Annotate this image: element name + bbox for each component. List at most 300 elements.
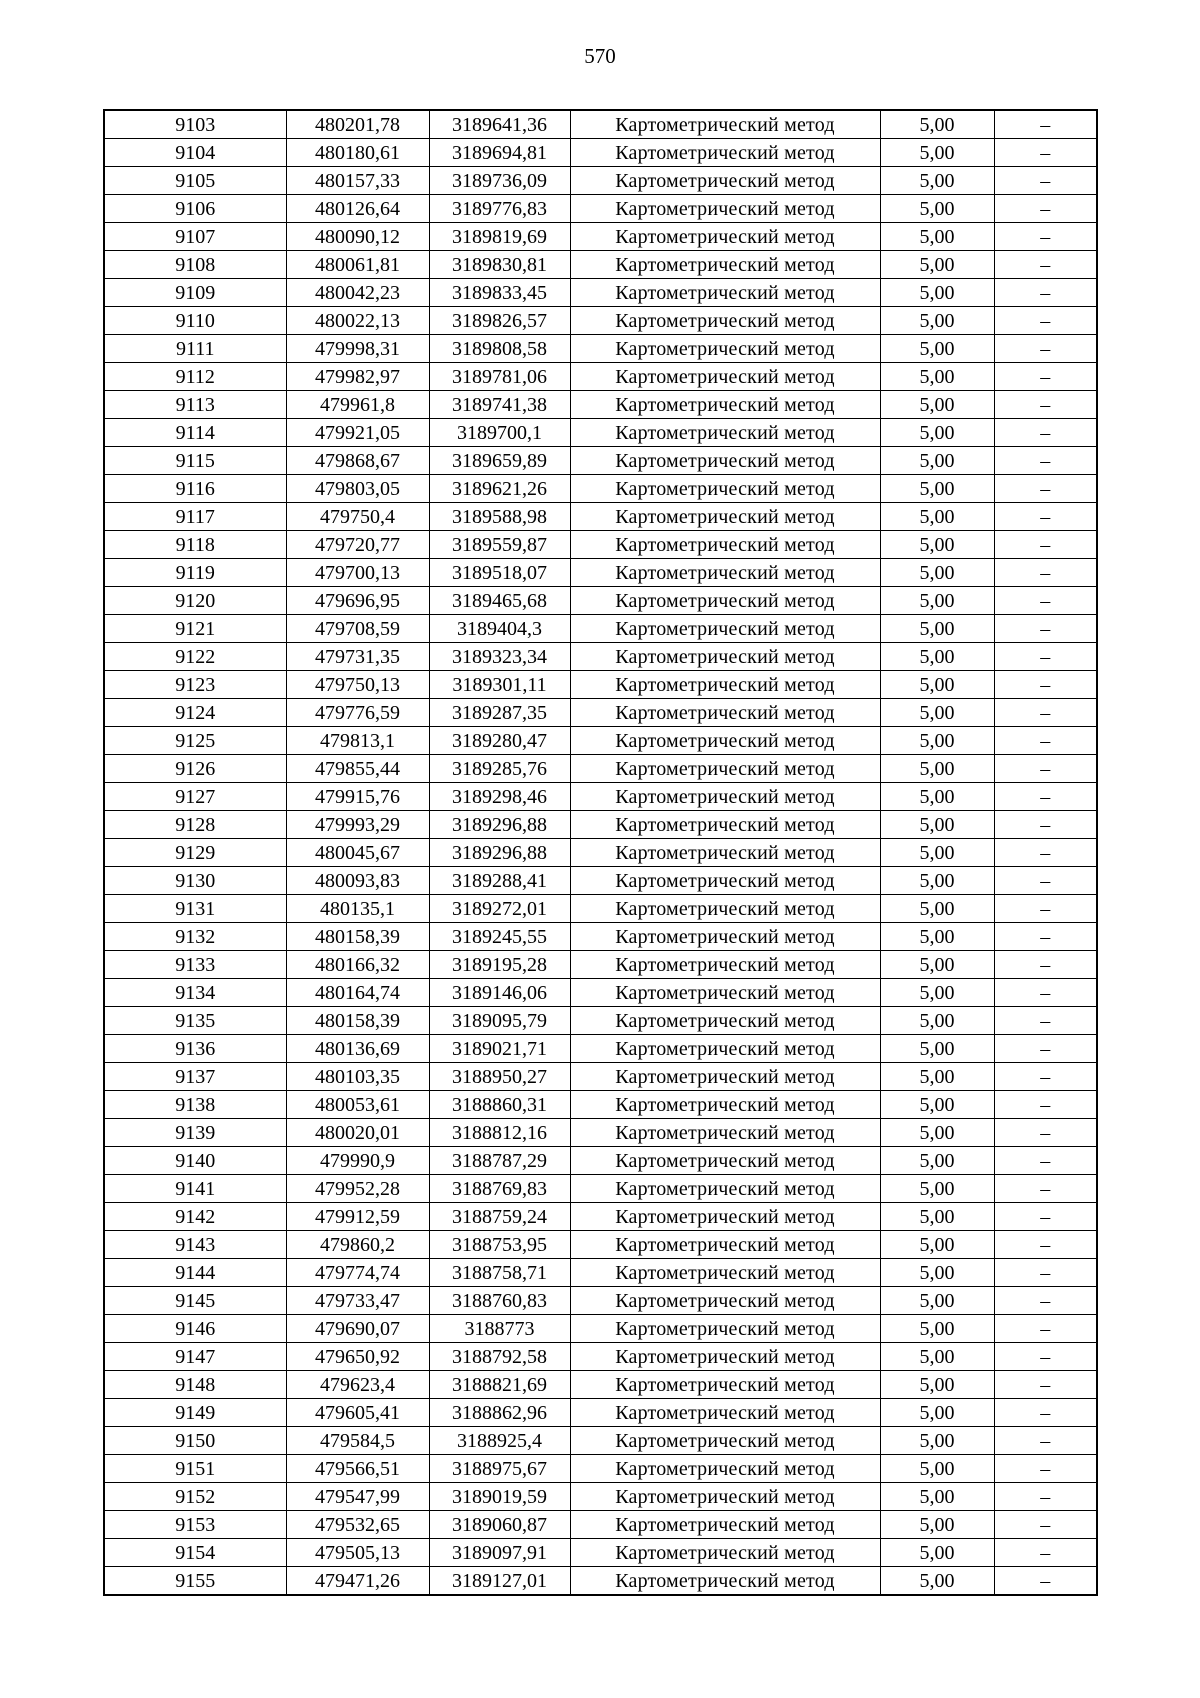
precision-cell: 5,00	[880, 223, 994, 251]
table-row	[104, 110, 1097, 139]
precision-cell: 5,00	[880, 1091, 994, 1119]
y-coordinate-cell: 3189700,1	[429, 419, 570, 447]
precision-cell: 5,00	[880, 895, 994, 923]
y-coordinate-cell: 3189659,89	[429, 447, 570, 475]
point-number-cell: 9127	[104, 783, 286, 811]
x-coordinate-cell: 480042,23	[286, 279, 429, 307]
description-cell: –	[994, 1455, 1097, 1483]
x-coordinate-cell: 479855,44	[286, 755, 429, 783]
description-cell: –	[994, 1259, 1097, 1287]
table-row	[104, 139, 1097, 167]
y-coordinate-cell: 3189296,88	[429, 839, 570, 867]
precision-cell: 5,00	[880, 447, 994, 475]
point-number-cell: 9150	[104, 1427, 286, 1455]
description-cell: –	[994, 1511, 1097, 1539]
description-cell: –	[994, 1035, 1097, 1063]
y-coordinate-cell: 3188773	[429, 1315, 570, 1343]
description-cell: –	[994, 279, 1097, 307]
description-cell: –	[994, 951, 1097, 979]
method-cell: Картометрический метод	[570, 251, 880, 279]
precision-cell: 5,00	[880, 615, 994, 643]
precision-cell: 5,00	[880, 391, 994, 419]
precision-cell: 5,00	[880, 363, 994, 391]
x-coordinate-cell: 479915,76	[286, 783, 429, 811]
y-coordinate-cell: 3189736,09	[429, 167, 570, 195]
point-number-cell: 9146	[104, 1315, 286, 1343]
y-coordinate-cell: 3189296,88	[429, 811, 570, 839]
method-cell: Картометрический метод	[570, 783, 880, 811]
point-number-cell: 9141	[104, 1175, 286, 1203]
precision-cell: 5,00	[880, 110, 994, 139]
precision-cell: 5,00	[880, 195, 994, 223]
x-coordinate-cell: 480053,61	[286, 1091, 429, 1119]
x-coordinate-cell: 480061,81	[286, 251, 429, 279]
table-row	[104, 531, 1097, 559]
method-cell: Картометрический метод	[570, 1511, 880, 1539]
precision-cell: 5,00	[880, 307, 994, 335]
description-cell: –	[994, 1147, 1097, 1175]
precision-cell: 5,00	[880, 1035, 994, 1063]
x-coordinate-cell: 479776,59	[286, 699, 429, 727]
y-coordinate-cell: 3189830,81	[429, 251, 570, 279]
method-cell: Картометрический метод	[570, 559, 880, 587]
description-cell: –	[994, 1343, 1097, 1371]
y-coordinate-cell: 3188925,4	[429, 1427, 570, 1455]
table-row	[104, 643, 1097, 671]
x-coordinate-cell: 479982,97	[286, 363, 429, 391]
table-row	[104, 391, 1097, 419]
description-cell: –	[994, 307, 1097, 335]
description-cell: –	[994, 195, 1097, 223]
precision-cell: 5,00	[880, 1539, 994, 1567]
method-cell: Картометрический метод	[570, 447, 880, 475]
y-coordinate-cell: 3189323,34	[429, 643, 570, 671]
precision-cell: 5,00	[880, 1147, 994, 1175]
table-row	[104, 1343, 1097, 1371]
x-coordinate-cell: 480135,1	[286, 895, 429, 923]
table-row	[104, 895, 1097, 923]
precision-cell: 5,00	[880, 1119, 994, 1147]
x-coordinate-cell: 479623,4	[286, 1371, 429, 1399]
y-coordinate-cell: 3189245,55	[429, 923, 570, 951]
point-number-cell: 9106	[104, 195, 286, 223]
table-row	[104, 923, 1097, 951]
point-number-cell: 9142	[104, 1203, 286, 1231]
description-cell: –	[994, 643, 1097, 671]
x-coordinate-cell: 480157,33	[286, 167, 429, 195]
method-cell: Картометрический метод	[570, 223, 880, 251]
table-row	[104, 475, 1097, 503]
y-coordinate-cell: 3189097,91	[429, 1539, 570, 1567]
method-cell: Картометрический метод	[570, 1091, 880, 1119]
point-number-cell: 9109	[104, 279, 286, 307]
y-coordinate-cell: 3189298,46	[429, 783, 570, 811]
point-number-cell: 9144	[104, 1259, 286, 1287]
table-row	[104, 615, 1097, 643]
table-row	[104, 1259, 1097, 1287]
precision-cell: 5,00	[880, 335, 994, 363]
x-coordinate-cell: 479803,05	[286, 475, 429, 503]
y-coordinate-cell: 3189694,81	[429, 139, 570, 167]
description-cell: –	[994, 110, 1097, 139]
point-number-cell: 9137	[104, 1063, 286, 1091]
precision-cell: 5,00	[880, 1343, 994, 1371]
table-row	[104, 867, 1097, 895]
method-cell: Картометрический метод	[570, 475, 880, 503]
description-cell: –	[994, 251, 1097, 279]
y-coordinate-cell: 3189465,68	[429, 587, 570, 615]
method-cell: Картометрический метод	[570, 1371, 880, 1399]
method-cell: Картометрический метод	[570, 279, 880, 307]
description-cell: –	[994, 1175, 1097, 1203]
description-cell: –	[994, 811, 1097, 839]
y-coordinate-cell: 3189272,01	[429, 895, 570, 923]
table-row	[104, 1399, 1097, 1427]
point-number-cell: 9108	[104, 251, 286, 279]
table-row	[104, 335, 1097, 363]
table-row	[104, 1483, 1097, 1511]
table-row	[104, 1287, 1097, 1315]
x-coordinate-cell: 479566,51	[286, 1455, 429, 1483]
table-row	[104, 1007, 1097, 1035]
precision-cell: 5,00	[880, 671, 994, 699]
y-coordinate-cell: 3189621,26	[429, 475, 570, 503]
description-cell: –	[994, 1231, 1097, 1259]
x-coordinate-cell: 480180,61	[286, 139, 429, 167]
table-row	[104, 419, 1097, 447]
y-coordinate-cell: 3189195,28	[429, 951, 570, 979]
x-coordinate-cell: 479912,59	[286, 1203, 429, 1231]
table-row	[104, 1455, 1097, 1483]
table-row	[104, 1371, 1097, 1399]
method-cell: Картометрический метод	[570, 1399, 880, 1427]
method-cell: Картометрический метод	[570, 110, 880, 139]
precision-cell: 5,00	[880, 643, 994, 671]
method-cell: Картометрический метод	[570, 503, 880, 531]
point-number-cell: 9139	[104, 1119, 286, 1147]
y-coordinate-cell: 3188758,71	[429, 1259, 570, 1287]
y-coordinate-cell: 3189833,45	[429, 279, 570, 307]
table-row	[104, 587, 1097, 615]
point-number-cell: 9123	[104, 671, 286, 699]
precision-cell: 5,00	[880, 1175, 994, 1203]
point-number-cell: 9124	[104, 699, 286, 727]
precision-cell: 5,00	[880, 1567, 994, 1596]
precision-cell: 5,00	[880, 1483, 994, 1511]
precision-cell: 5,00	[880, 1399, 994, 1427]
table-row	[104, 307, 1097, 335]
y-coordinate-cell: 3188787,29	[429, 1147, 570, 1175]
method-cell: Картометрический метод	[570, 1343, 880, 1371]
method-cell: Картометрический метод	[570, 1063, 880, 1091]
point-number-cell: 9155	[104, 1567, 286, 1596]
x-coordinate-cell: 479605,41	[286, 1399, 429, 1427]
method-cell: Картометрический метод	[570, 1175, 880, 1203]
method-cell: Картометрический метод	[570, 1539, 880, 1567]
point-number-cell: 9132	[104, 923, 286, 951]
description-cell: –	[994, 895, 1097, 923]
x-coordinate-cell: 480090,12	[286, 223, 429, 251]
method-cell: Картометрический метод	[570, 1035, 880, 1063]
point-number-cell: 9122	[104, 643, 286, 671]
method-cell: Картометрический метод	[570, 1259, 880, 1287]
point-number-cell: 9149	[104, 1399, 286, 1427]
y-coordinate-cell: 3189287,35	[429, 699, 570, 727]
point-number-cell: 9110	[104, 307, 286, 335]
precision-cell: 5,00	[880, 1203, 994, 1231]
description-cell: –	[994, 755, 1097, 783]
description-cell: –	[994, 699, 1097, 727]
description-cell: –	[994, 391, 1097, 419]
table-row	[104, 979, 1097, 1007]
table-row	[104, 1175, 1097, 1203]
precision-cell: 5,00	[880, 1259, 994, 1287]
precision-cell: 5,00	[880, 811, 994, 839]
table-row	[104, 951, 1097, 979]
x-coordinate-cell: 480022,13	[286, 307, 429, 335]
point-number-cell: 9140	[104, 1147, 286, 1175]
point-number-cell: 9154	[104, 1539, 286, 1567]
y-coordinate-cell: 3189301,11	[429, 671, 570, 699]
point-number-cell: 9114	[104, 419, 286, 447]
precision-cell: 5,00	[880, 923, 994, 951]
x-coordinate-cell: 479813,1	[286, 727, 429, 755]
y-coordinate-cell: 3189776,83	[429, 195, 570, 223]
precision-cell: 5,00	[880, 139, 994, 167]
x-coordinate-cell: 479690,07	[286, 1315, 429, 1343]
y-coordinate-cell: 3188792,58	[429, 1343, 570, 1371]
point-number-cell: 9111	[104, 335, 286, 363]
precision-cell: 5,00	[880, 699, 994, 727]
x-coordinate-cell: 479733,47	[286, 1287, 429, 1315]
x-coordinate-cell: 480103,35	[286, 1063, 429, 1091]
description-cell: –	[994, 1315, 1097, 1343]
table-row	[104, 839, 1097, 867]
description-cell: –	[994, 139, 1097, 167]
x-coordinate-cell: 479750,4	[286, 503, 429, 531]
method-cell: Картометрический метод	[570, 1231, 880, 1259]
precision-cell: 5,00	[880, 559, 994, 587]
point-number-cell: 9115	[104, 447, 286, 475]
y-coordinate-cell: 3189588,98	[429, 503, 570, 531]
y-coordinate-cell: 3189808,58	[429, 335, 570, 363]
table-row	[104, 1539, 1097, 1567]
point-number-cell: 9134	[104, 979, 286, 1007]
x-coordinate-cell: 479990,9	[286, 1147, 429, 1175]
point-number-cell: 9148	[104, 1371, 286, 1399]
point-number-cell: 9117	[104, 503, 286, 531]
point-number-cell: 9153	[104, 1511, 286, 1539]
method-cell: Картометрический метод	[570, 615, 880, 643]
table-row	[104, 559, 1097, 587]
x-coordinate-cell: 479921,05	[286, 419, 429, 447]
y-coordinate-cell: 3188769,83	[429, 1175, 570, 1203]
x-coordinate-cell: 479868,67	[286, 447, 429, 475]
table-row	[104, 279, 1097, 307]
method-cell: Картометрический метод	[570, 195, 880, 223]
precision-cell: 5,00	[880, 587, 994, 615]
precision-cell: 5,00	[880, 1287, 994, 1315]
method-cell: Картометрический метод	[570, 1203, 880, 1231]
description-cell: –	[994, 1483, 1097, 1511]
method-cell: Картометрический метод	[570, 867, 880, 895]
method-cell: Картометрический метод	[570, 587, 880, 615]
method-cell: Картометрический метод	[570, 811, 880, 839]
y-coordinate-cell: 3188975,67	[429, 1455, 570, 1483]
method-cell: Картометрический метод	[570, 727, 880, 755]
method-cell: Картометрический метод	[570, 1119, 880, 1147]
method-cell: Картометрический метод	[570, 1427, 880, 1455]
x-coordinate-cell: 479471,26	[286, 1567, 429, 1596]
method-cell: Картометрический метод	[570, 923, 880, 951]
method-cell: Картометрический метод	[570, 1483, 880, 1511]
point-number-cell: 9128	[104, 811, 286, 839]
method-cell: Картометрический метод	[570, 699, 880, 727]
y-coordinate-cell: 3189559,87	[429, 531, 570, 559]
point-number-cell: 9120	[104, 587, 286, 615]
y-coordinate-cell: 3189019,59	[429, 1483, 570, 1511]
x-coordinate-cell: 480164,74	[286, 979, 429, 1007]
description-cell: –	[994, 727, 1097, 755]
y-coordinate-cell: 3188760,83	[429, 1287, 570, 1315]
y-coordinate-cell: 3189288,41	[429, 867, 570, 895]
x-coordinate-cell: 479731,35	[286, 643, 429, 671]
y-coordinate-cell: 3189741,38	[429, 391, 570, 419]
precision-cell: 5,00	[880, 951, 994, 979]
x-coordinate-cell: 479696,95	[286, 587, 429, 615]
y-coordinate-cell: 3188950,27	[429, 1063, 570, 1091]
x-coordinate-cell: 479860,2	[286, 1231, 429, 1259]
description-cell: –	[994, 587, 1097, 615]
point-number-cell: 9119	[104, 559, 286, 587]
description-cell: –	[994, 447, 1097, 475]
precision-cell: 5,00	[880, 727, 994, 755]
x-coordinate-cell: 480158,39	[286, 923, 429, 951]
table-row	[104, 1119, 1097, 1147]
table-row	[104, 1315, 1097, 1343]
x-coordinate-cell: 480020,01	[286, 1119, 429, 1147]
point-number-cell: 9126	[104, 755, 286, 783]
description-cell: –	[994, 1091, 1097, 1119]
x-coordinate-cell: 480136,69	[286, 1035, 429, 1063]
y-coordinate-cell: 3189819,69	[429, 223, 570, 251]
x-coordinate-cell: 479774,74	[286, 1259, 429, 1287]
y-coordinate-cell: 3189641,36	[429, 110, 570, 139]
point-number-cell: 9116	[104, 475, 286, 503]
y-coordinate-cell: 3189285,76	[429, 755, 570, 783]
method-cell: Картометрический метод	[570, 951, 880, 979]
description-cell: –	[994, 475, 1097, 503]
point-number-cell: 9118	[104, 531, 286, 559]
y-coordinate-cell: 3189518,07	[429, 559, 570, 587]
description-cell: –	[994, 979, 1097, 1007]
table-row	[104, 671, 1097, 699]
table-row	[104, 1567, 1097, 1596]
x-coordinate-cell: 480158,39	[286, 1007, 429, 1035]
method-cell: Картометрический метод	[570, 167, 880, 195]
method-cell: Картометрический метод	[570, 979, 880, 1007]
precision-cell: 5,00	[880, 1455, 994, 1483]
x-coordinate-cell: 480166,32	[286, 951, 429, 979]
x-coordinate-cell: 479532,65	[286, 1511, 429, 1539]
method-cell: Картометрический метод	[570, 839, 880, 867]
description-cell: –	[994, 867, 1097, 895]
description-cell: –	[994, 223, 1097, 251]
description-cell: –	[994, 1399, 1097, 1427]
x-coordinate-cell: 479650,92	[286, 1343, 429, 1371]
point-number-cell: 9145	[104, 1287, 286, 1315]
method-cell: Картометрический метод	[570, 1287, 880, 1315]
point-number-cell: 9136	[104, 1035, 286, 1063]
y-coordinate-cell: 3189095,79	[429, 1007, 570, 1035]
point-number-cell: 9129	[104, 839, 286, 867]
y-coordinate-cell: 3188812,16	[429, 1119, 570, 1147]
table-row	[104, 363, 1097, 391]
description-cell: –	[994, 167, 1097, 195]
x-coordinate-cell: 479998,31	[286, 335, 429, 363]
description-cell: –	[994, 1539, 1097, 1567]
precision-cell: 5,00	[880, 419, 994, 447]
x-coordinate-cell: 479952,28	[286, 1175, 429, 1203]
table-row	[104, 503, 1097, 531]
table-row	[104, 811, 1097, 839]
precision-cell: 5,00	[880, 1427, 994, 1455]
x-coordinate-cell: 479547,99	[286, 1483, 429, 1511]
method-cell: Картометрический метод	[570, 643, 880, 671]
description-cell: –	[994, 1427, 1097, 1455]
table-row	[104, 195, 1097, 223]
x-coordinate-cell: 480201,78	[286, 110, 429, 139]
x-coordinate-cell: 480045,67	[286, 839, 429, 867]
method-cell: Картометрический метод	[570, 391, 880, 419]
point-number-cell: 9113	[104, 391, 286, 419]
point-number-cell: 9125	[104, 727, 286, 755]
table-row	[104, 1091, 1097, 1119]
point-number-cell: 9147	[104, 1343, 286, 1371]
page-number: 570	[584, 44, 616, 68]
method-cell: Картометрический метод	[570, 1567, 880, 1596]
precision-cell: 5,00	[880, 839, 994, 867]
description-cell: –	[994, 1287, 1097, 1315]
point-number-cell: 9130	[104, 867, 286, 895]
point-number-cell: 9104	[104, 139, 286, 167]
y-coordinate-cell: 3188753,95	[429, 1231, 570, 1259]
precision-cell: 5,00	[880, 1007, 994, 1035]
description-cell: –	[994, 1371, 1097, 1399]
description-cell: –	[994, 1007, 1097, 1035]
method-cell: Картометрический метод	[570, 671, 880, 699]
precision-cell: 5,00	[880, 867, 994, 895]
description-cell: –	[994, 1203, 1097, 1231]
y-coordinate-cell: 3189826,57	[429, 307, 570, 335]
method-cell: Картометрический метод	[570, 895, 880, 923]
precision-cell: 5,00	[880, 531, 994, 559]
x-coordinate-cell: 479700,13	[286, 559, 429, 587]
point-number-cell: 9152	[104, 1483, 286, 1511]
description-cell: –	[994, 839, 1097, 867]
precision-cell: 5,00	[880, 755, 994, 783]
method-cell: Картометрический метод	[570, 1455, 880, 1483]
y-coordinate-cell: 3188821,69	[429, 1371, 570, 1399]
y-coordinate-cell: 3189146,06	[429, 979, 570, 1007]
coordinates-table-body	[104, 110, 1097, 1595]
coordinates-table	[103, 109, 1098, 1596]
description-cell: –	[994, 419, 1097, 447]
description-cell: –	[994, 335, 1097, 363]
description-cell: –	[994, 1567, 1097, 1596]
y-coordinate-cell: 3188862,96	[429, 1399, 570, 1427]
point-number-cell: 9107	[104, 223, 286, 251]
